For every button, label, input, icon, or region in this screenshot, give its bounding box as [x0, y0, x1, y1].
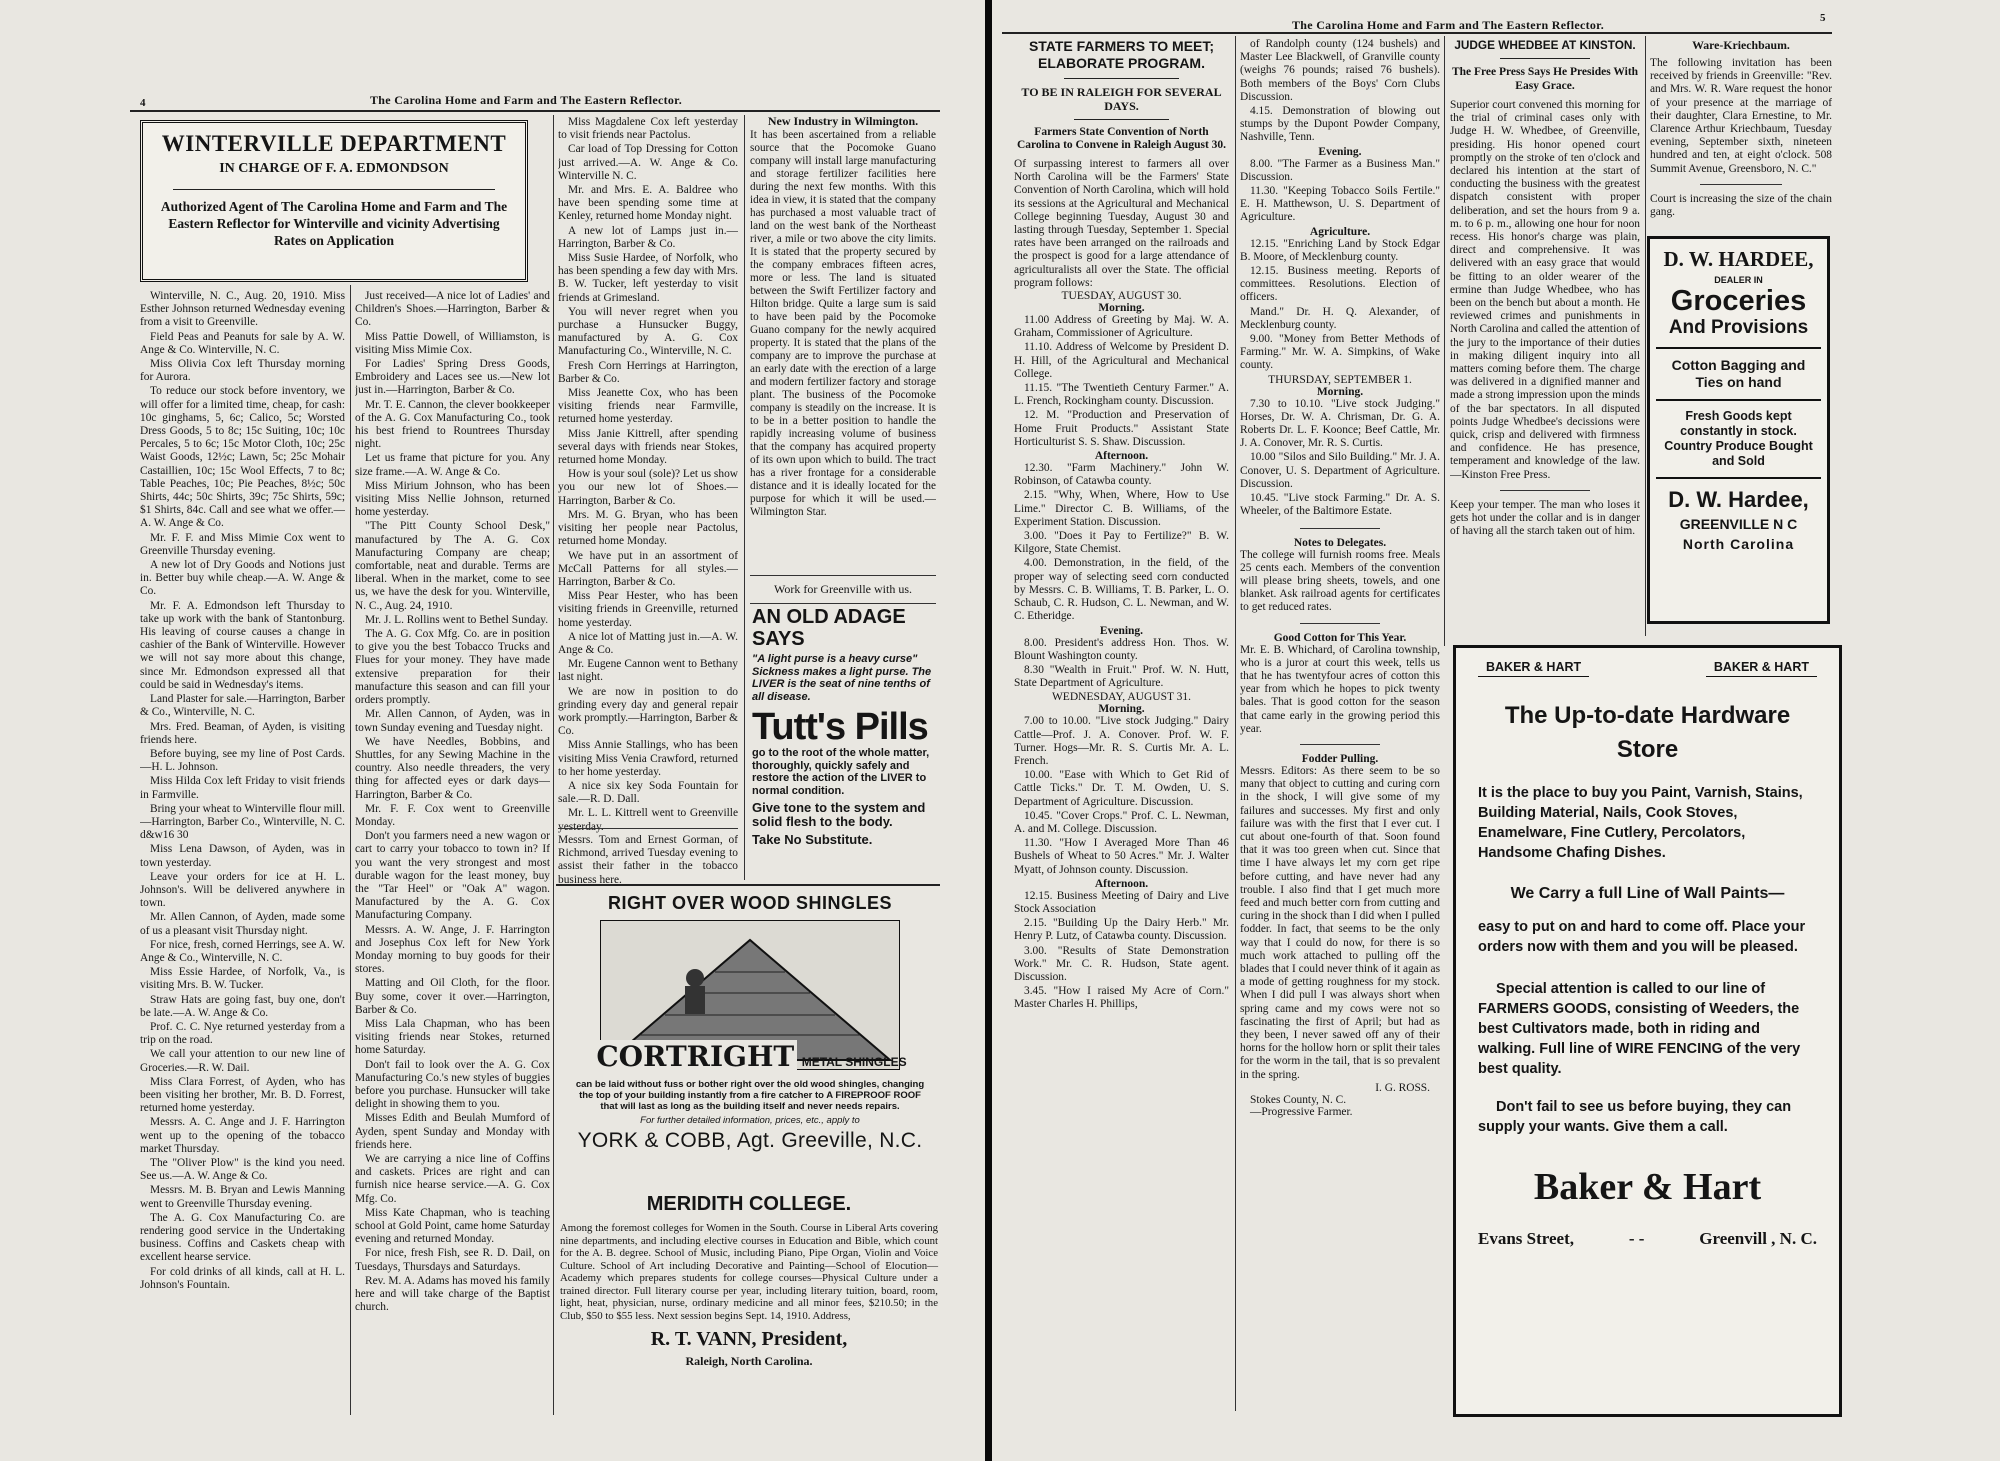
- winterville-col1-paragraph: Mr. F. F. and Miss Mimie Cox went to Greenville Thursday evening.: [140, 531, 345, 557]
- hardee-state: North Carolina: [1682, 536, 1795, 552]
- program-continued-a: [1240, 38, 1440, 146]
- winterville-col1-paragraph: To reduce our stock before inventory, we will offer for a limited time, cheap, for cash: 10c ginghams, 5, 6c; Calico, 5c; Worsted Dress Goods, 5 to 8c; 15c Suiting, 10c; 10c Percales, 5 to 6c; 15c Motor Cloth, 10c; 25c Waist Goods, 12½c; Lawn, 5c; 25c Mohair Castaillien, 10c; 15c Wool Effects, 7 to 8c; Table Peaches, 10c; Pie Peaches, 8½c; 50c Shirts, 44c; 50c Shirts, 39c; 75c Shirts, 59c; $1 Shirts, 84c. Call and see what we offer.—A. W. Ange & Co.: [140, 385, 345, 530]
- tutt-body: go to the root of the whole matter, thoroughly, quickly safely and restore the action of the LIVER to normal condition.: [752, 747, 930, 797]
- winterville-col3-paragraph: We are now in position to do grinding every day and general repair work promptly.—Harrington, Barber & Co.: [558, 685, 738, 738]
- winterville-col3-paragraph: Miss Annie Stallings, who has been visiting Miss Venia Crawford, returned to her home yesterday.: [558, 739, 738, 778]
- hardee-groceries: Groceries: [1670, 285, 1807, 317]
- winterville-col3-paragraph: We have put in an assortment of McCall Patterns for all styles.—Harrington, Barber & Co.: [558, 549, 738, 588]
- program-item-paragraph: 2.15. "Why, When, Where, How to Use Lime." Director C. B. Williams, of the Experiment Station. Discussion.: [1014, 489, 1229, 528]
- left-newspaper-page: [0, 0, 985, 1461]
- winterville-col3-paragraph: Mrs. M. G. Bryan, who has been visiting her people near Pactolus, returned home Monday.: [558, 508, 738, 548]
- meridith-head: MERIDITH COLLEGE.: [646, 1193, 852, 1215]
- baker-tag-right: BAKER & HART: [1706, 658, 1817, 677]
- program-item-paragraph: of Randolph county (124 bushels) and Master Lee Blackwell, of Granville county (weighs 76 pounds; raised 76 bushels). Both members of the Boys' Corn Clubs Discussion.: [1240, 38, 1440, 103]
- hardee-provisions: And Provisions: [1668, 317, 1809, 338]
- program-item-paragraph: 11.30. "Keeping Tobacco Soils Fertile." E. H. Matthewson, U. S. Department of Agriculture.: [1240, 185, 1440, 224]
- winterville-col1-paragraph: Bring your wheat to Winterville flour mill.—Harrington, Barber Co., Winterville, N. C. d&w16 30: [140, 802, 345, 842]
- program-item-paragraph: 7.30 to 10.10. "Live stock Judging." Horses, Dr. W. A. Chrisman, Dr. G. A. Roberts Dr. L. F. Koonce; Beef Cattle, Mr. J. A. Conover, Mr. R. S. Curtis.: [1240, 397, 1440, 450]
- page-number-left: 4: [140, 97, 146, 109]
- winterville-col1-paragraph: For cold drinks of all kinds, call at H. L. Johnson's Fountain.: [140, 1265, 345, 1291]
- program-item-paragraph: 11.15. "The Twentieth Century Farmer." A. L. French, Rockingham county. Discussion.: [1014, 382, 1229, 408]
- program-continued-b: [1240, 158, 1440, 226]
- winterville-col1-paragraph: Before buying, see my line of Post Cards.—H. L. Johnson.: [140, 747, 345, 774]
- winterville-col2-paragraph: We have Needles, Bobbins, and Shuttles, for any Sewing Machine in the country. Also needle threaders, the very thing for affected eyes or dark days—Harrington, Barber & Co.: [355, 735, 550, 801]
- work-for-greenville: Work for Greenville with us.: [774, 582, 912, 596]
- winterville-col2-paragraph: Miss Kate Chapman, who is teaching school at Gold Point, came home Saturday evening and returned Monday.: [355, 1206, 550, 1246]
- winterville-col2-paragraph: Rev. M. A. Adams has moved his family here and will take charge of the Baptist church.: [355, 1274, 550, 1314]
- judge-whedbee-article: [1450, 38, 1640, 539]
- program-item-paragraph: 11.10. Address of Welcome by President D. H. Hill, of the Agricultural and Mechanical College.: [1014, 341, 1229, 380]
- winterville-col1-paragraph: A new lot of Dry Goods and Notions just in. Better buy while cheap.—A. W. Ange & Co.: [140, 559, 345, 598]
- baker-dont: Don't fail to see us before buying, they can supply your wants. Give them a call.: [1478, 1099, 1792, 1135]
- york-cobb-agent: YORK & COBB, Agt. Greeville, N.C.: [577, 1129, 923, 1152]
- baker-hart-hardware-ad: [1453, 645, 1842, 1417]
- cortright-head: RIGHT OVER WOOD SHINGLES: [607, 893, 892, 913]
- fodder-place: Stokes County, N. C.: [1250, 1093, 1347, 1106]
- winterville-col1-paragraph: Land Plaster for sale.—Harrington, Barber & Co., Winterville, N. C.: [140, 693, 345, 719]
- baker-easy: easy to put on and hard to come off. Place your orders now with them and you will be pleased.: [1478, 919, 1806, 955]
- tutt-brand: Tutt's Pills: [752, 706, 928, 748]
- program-item-paragraph: 3.00. "Does it Pay to Fertilize?" B. W. Kilgore, State Chemist.: [1014, 530, 1229, 556]
- winterville-col1-paragraph: For nice, fresh, corned Herrings, see A. W. Ange & Co., Winterville, N. C.: [140, 938, 345, 964]
- winterville-col2-paragraph: Just received—A nice lot of Ladies' and Children's Shoes.—Harrington, Barber & Co.: [355, 290, 550, 329]
- winterville-col1-paragraph: Winterville, N. C., Aug. 20, 1910. Miss Esther Johnson returned Wednesday evening from a visit to Greenville.: [140, 290, 345, 329]
- cotton-text: Mr. E. B. Whichard, of Carolina township, who is a juror at court this week, tells us that he has twentyfour acres of cotton this year from which he hopes to pick twenty bales. That is good cotton for the season that came early in the growing period this year.: [1240, 643, 1440, 735]
- winterville-col3-paragraph: A nice lot of Matting just in.—A. W. Ange & Co.: [558, 630, 738, 656]
- farmers-head: STATE FARMERS TO MEET; ELABORATE PROGRAM.: [1028, 38, 1215, 71]
- program-item-paragraph: 8.30 "Wealth in Fruit." Prof. W. N. Hutt, State Department of Agriculture.: [1014, 663, 1229, 690]
- tuesday-morning-program: [1014, 314, 1229, 450]
- program-item-paragraph: 12.15. "Enriching Land by Stock Edgar B. Moore, of Mecklenburg county.: [1240, 237, 1440, 263]
- program-item-paragraph: 12. M. "Production and Preservation of Home Fruit Products." Assistant State Horticulturist S. S. Shaw. Discussion.: [1014, 409, 1229, 448]
- whedbee-deck: The Free Press Says He Presides With Easy Grace.: [1451, 66, 1639, 92]
- baker-special: Special attention is called to our line of FARMERS GOODS, consisting of Weeders, the best Cultivators made, both in riding and walking. Full line of WIRE FENCING of the very best quality.: [1478, 981, 1801, 1077]
- winterville-col1-paragraph: Prof. C. C. Nye returned yesterday from a trip on the road.: [140, 1020, 345, 1047]
- winterville-col2-paragraph: Mr. J. L. Rollins went to Bethel Sunday.: [365, 613, 549, 626]
- winterville-note: Authorized Agent of The Carolina Home and Farm and The Eastern Reflector for Winterville and vicinity Advertising Rates on Application: [160, 199, 508, 248]
- day-wednesday: WEDNESDAY, AUGUST 31.: [1051, 691, 1192, 704]
- whedbee-text: Superior court convened this morning for the trial of criminal cases only with Judge H. W. Whedbee, of Greenville, presiding. His honor opened court promptly on the stroke of ten o'clock and declared his intention at the start of conducting the business with the greatest dispatch consistent with proper deliberation, and set the hours from 9 a. m. to 6 p. m., allowing one hour for noon recess. His honor's charge was plain, direct and comprehensive. It was delivered with an easy grace that would be fitting to an older wearer of the ermine than Judge Whedbee, who has been on the bench but about a month. He reviewed crimes and punishments in North Carolina and called the attention of the jury to the importance of their duties in making diligent inquiry into all matters coming before them. The charge was delivered in a dignified manner and made a strong impression upon the minds of the bar spectators. In all disputed points Judge Whedbee's decissions were quick, crisp and delivered with firmness and confidence. He has presence, temperament and knowledge of the law.—Kinston Free Press.: [1450, 99, 1640, 481]
- winterville-col3-paragraph: How is your soul (sole)? Let us show you our new lot of Shoes.—Harrington, Barber & Co.: [558, 468, 738, 507]
- program-continued-d: [1240, 398, 1440, 520]
- wilmington-article: [750, 114, 936, 604]
- day-thursday: THURSDAY, SEPTEMBER 1.: [1268, 373, 1412, 386]
- chain-gang-filler: Court is increasing the size of the chain gang.: [1650, 192, 1832, 219]
- winterville-col3-paragraph: Miss Janie Kittrell, after spending several days with friends near Stokes, returned home Monday.: [558, 427, 738, 467]
- gorman-item: Messrs. Tom and Ernest Gorman, of Richmond, arrived Tuesday evening to assist their father in the tobacco business here.: [558, 834, 738, 884]
- evening-label-2: Evening.: [1318, 145, 1362, 158]
- head-rule-left: [130, 110, 940, 112]
- winterville-col1-paragraph: The A. G. Cox Manufacturing Co. are rendering good service in the Undertaking business. Coffins and Caskets cheap with excellent hearse service.: [140, 1211, 345, 1264]
- winterville-col3-paragraph: Miss Magdalene Cox left yesterday to visit friends near Pactolus.: [558, 116, 738, 142]
- winterville-col2-paragraph: Mr. F. F. Cox went to Greenville Monday.: [355, 802, 550, 828]
- winterville-col3-paragraph: Mr. L. L. Kittrell went to Greenville yesterday.: [558, 807, 738, 833]
- running-head-right: The Carolina Home and Farm and The Eastern Reflector.: [1292, 18, 1605, 32]
- winterville-col2-paragraph: Miss Lala Chapman, who has been visiting friends near Stokes, returned home Saturday.: [355, 1017, 550, 1057]
- fodder-head: Fodder Pulling.: [1301, 752, 1379, 765]
- winterville-col1-paragraph: Miss Essie Hardee, of Norfolk, Va., is visiting Mrs. B. W. Tucker.: [140, 966, 345, 992]
- winterville-col1-paragraph: The "Oliver Plow" is the kind you need. See us.—A. W. Ange & Co.: [140, 1157, 345, 1183]
- winterville-col2-paragraph: Mr. Allen Cannon, of Ayden, was in town Sunday evening and Tuesday night.: [355, 708, 550, 734]
- winterville-col2-paragraph: Don't fail to look over the A. G. Cox Manufacturing Co.'s new styles of buggies before you purchase. Hunsucker will take delight in showing them to you.: [355, 1058, 550, 1111]
- hardee-cotton: Cotton Bagging and Ties on hand: [1671, 357, 1806, 390]
- hardee-brand: D. W. HARDEE,: [1663, 247, 1814, 271]
- winterville-column-2: [355, 290, 550, 1410]
- ware-text: The following invitation has been received by friends in Greenville: "Rev. and Mrs. W. R. Ware request the honor of your presence at the marriage of their daughter, Clara Ernestine, to Mr. Clarence Arthur Kriechbaum, Tuesday evening, September sixth, nineteen hundred and ten, at eight o'clock. 508 Summit Avenue, Greensboro, N. C.": [1650, 57, 1832, 175]
- winterville-col1-paragraph: Field Peas and Peanuts for sale by A. W. Ange & Co. Winterville, N. C.: [140, 330, 345, 356]
- delegates-text: The college will furnish rooms free. Meals 25 cents each. Members of the convention will please bring sheets, towels, and one blanket. Ask railroad agents for certificates to get reduced rates.: [1240, 548, 1440, 614]
- wednesday-afternoon: Afternoon.: [1094, 877, 1149, 890]
- winterville-col3-paragraph: Car load of Top Dressing for Cotton just arrived.—A. W. Ange & Co. Winterville N. C.: [558, 143, 738, 182]
- winterville-column-1: [140, 290, 345, 1410]
- winterville-col1-paragraph: Leave your orders for ice at H. L. Johnson's. Will be delivered anywhere in town.: [140, 870, 345, 910]
- cortright-brand: CORTRIGHT: [593, 1040, 797, 1073]
- program-continued-column: [1240, 38, 1440, 1418]
- page-number-right: 5: [1820, 12, 1826, 24]
- agriculture-label: Agriculture.: [1309, 225, 1371, 238]
- hardee-groceries-ad: [1647, 236, 1830, 624]
- cortright-shingles-ad: [566, 893, 934, 1195]
- cotton-head: Good Cotton for This Year.: [1273, 631, 1407, 644]
- program-item-paragraph: 8.00. "The Farmer as a Business Man." Discussion.: [1240, 157, 1440, 183]
- fodder-signature: I. G. ROSS.: [1375, 1081, 1430, 1094]
- winterville-department-box: [140, 120, 528, 282]
- program-item-paragraph: 4.00. Demonstration, in the field, of the proper way of selecting seed corn conducted by Messrs. C. B. Williams, T. B. Parker, L. O. Schaub, C. R. Hudson, C. L. Newman, and W. C. Etheridge.: [1014, 557, 1229, 623]
- winterville-col2-paragraph: Miss Mirium Johnson, who has been visiting Miss Nellie Johnson, returned home yesterday.: [355, 479, 550, 519]
- wilmington-text: It has been ascertained from a reliable source that the Pocomoke Guano company will install large manufacturing and storage fertilizer facilities here during the next few months. With this idea in view, it is stated that the company has purchased a most valuable tract of land on the west bank of the Northeast river, a mile or two above the city limits. It is stated that the property secured by the company embraces fifteen acres, more or less. The land is situated between the Swift Fertilizer factory and Hilton bridge. Quite a large sum is said to have been paid by the Pocomoke Guano company for the newly acquired property. It is stated that the plans of the company are to improve the purchase at an early date with the erection of a large and modern fertilizer factory and storage plant. The business of the Pocomoke company is steadily on the increase. It is to be in a better position to handle the rapidly increasing volume of business that the company has acquired property of its own upon which to build. The tract has a river frontage for a considerable distance and it is ideally located for the purpose for which it will be used.—Wilmington Star.: [750, 129, 936, 518]
- program-item-paragraph: Mand." Dr. H. Q. Alexander, of Mecklenburg county.: [1240, 305, 1440, 331]
- winterville-col1-paragraph: Mr. Allen Cannon, of Ayden, made some of us a pleasant visit Thursday night.: [140, 911, 345, 937]
- hardee-city: GREENVILLE N C: [1679, 516, 1798, 532]
- baker-street: Evans Street,: [1478, 1229, 1575, 1248]
- winterville-col3-paragraph: A nice six key Soda Fountain for sale.—R. D. Dall.: [558, 779, 738, 806]
- winterville-col1-paragraph: We call your attention to our new line of Groceries.—R. W. Dail.: [140, 1048, 345, 1074]
- wednesday-morning: Morning.: [1098, 703, 1145, 716]
- baker-tag-left: BAKER & HART: [1478, 658, 1589, 677]
- program-item-paragraph: 4.15. Demonstration of blowing out stumps by the Dupont Powder Company, Nashville, Tenn.: [1240, 105, 1440, 144]
- baker-dash: - -: [1628, 1229, 1645, 1248]
- baker-city: Greenvill , N. C.: [1699, 1229, 1817, 1248]
- baker-wall-paints: We Carry a full Line of Wall Paints—: [1510, 885, 1785, 902]
- winterville-col2-paragraph: Don't you farmers need a new wagon or cart to carry your tobacco to town in? If you want the very strongest and most durable wagon for the least money, buy the "Tar Heel" or "Oak A" wagon. Manufactured by the A. G. Cox Manufacturing Company.: [355, 830, 550, 922]
- meridith-place: Raleigh, North Carolina.: [685, 1354, 813, 1368]
- ware-kriechbaum-article: [1650, 38, 1832, 219]
- program-item-paragraph: 12.30. "Farm Machinery." John W. Robinson, of Catawba county.: [1014, 462, 1229, 488]
- running-head-left: The Carolina Home and Farm and The Eastern Reflector.: [370, 93, 683, 107]
- program-item-paragraph: 3.00. "Results of State Demonstration Work." Mr. C. R. Hudson, State agent. Discussion.: [1014, 944, 1229, 983]
- meridith-president: R. T. VANN, President,: [650, 1328, 848, 1350]
- winterville-col1-paragraph: Mrs. Fred. Beaman, of Ayden, is visiting friends here.: [140, 720, 345, 746]
- program-item-paragraph: 11.30. "How I Averaged More Than 46 Bushels of Wheat to 50 Acres." Mr. J. Walter Myatt, of Johnson county. Discussion.: [1014, 837, 1229, 876]
- winterville-col3-paragraph: Fresh Corn Herrings at Harrington, Barber & Co.: [558, 359, 738, 385]
- thursday-morning: Morning.: [1316, 385, 1364, 398]
- winterville-col2-paragraph: For Ladies' Spring Dress Goods, Embroidery and Laces see us.—New lot just in.—Harrington, Barber & Co.: [355, 358, 550, 397]
- cortright-body: can be laid without fuss or bother right over the old wood shingles, changing the top of your building instantly from a fire catcher to A FIREPROOF ROOF that will last as long as the building itself and never needs repairs.: [575, 1079, 925, 1112]
- winterville-col1-paragraph: Straw Hats are going fast, buy one, don't be late.—A. W. Ange & Co.: [140, 993, 345, 1019]
- winterville-col2-paragraph: Messrs. A. W. Ange, J. F. Harrington and Josephus Cox left for New York Monday morning to buy goods for their stores.: [355, 923, 550, 976]
- hardee-dealer: DEALER IN: [1714, 275, 1763, 285]
- program-item-paragraph: 10.45. "Cover Crops." Prof. C. L. Newman, A. and M. College. Discussion.: [1014, 809, 1229, 835]
- winterville-col1-paragraph: Miss Olivia Cox left Thursday morning for Aurora.: [140, 358, 345, 384]
- meridith-body: Among the foremost colleges for Women in the South. Course in Liberal Arts covering nine departments, and including elective courses in Education and Bible, which count for the A. B. degree. School of Music, including Piano, Pipe Organ, Violin and Voice Culture. School of Art including Decorative and Painting—School of Elocution—Academy which prepares students for college courses—Physical Culture under a trained director. Full literary course per year, including literary tuition, board, room, light, heat, physician, nurse, ordinary medicine and all minor fees, $210.50; in the Club, $50 to $55 less. Next session begins Sept. 14, 1910. Address,: [560, 1222, 938, 1322]
- program-item-paragraph: 10.00. "Ease with Which to Get Rid of Cattle Ticks." Dr. T. M. Owden, U. S. Department of Agriculture. Discussion.: [1014, 769, 1229, 808]
- program-item-paragraph: 3.45. "How I raised My Acre of Corn." Master Charles H. Phillips,: [1014, 985, 1229, 1011]
- tutt-tag1: Give tone to the system and solid flesh to the body.: [752, 800, 926, 829]
- baker-intro: It is the place to buy you Paint, Varnish, Stains, Building Material, Nails, Cook Stoves, Enamelware, Fine Cutlery, Percolators, Handsome Chafing Dishes.: [1478, 785, 1803, 861]
- winterville-col2-paragraph: Miss Pattie Dowell, of Williamston, is visiting Miss Mimie Cox.: [355, 330, 550, 356]
- winterville-col2-paragraph: We are carrying a nice line of Coffins and caskets. Prices are right and can furnish nice hearse service.—A. G. Cox Mfg. Co.: [355, 1153, 550, 1205]
- tuesday-evening-program: [1014, 637, 1229, 692]
- winterville-col2-paragraph: Mr. T. E. Cannon, the clever bookkeeper of the A. G. Cox Manufacturing Co., took his best friend to Rountrees Thursday night.: [355, 398, 550, 451]
- winterville-col3-paragraph: Mr. and Mrs. E. A. Baldree who have been spending some time at Kenley, returned home Monday night.: [558, 184, 738, 223]
- program-continued-c: [1240, 238, 1440, 374]
- cortright-more: For further detailed information, prices, etc., apply to: [640, 1115, 860, 1126]
- winterville-col1-paragraph: Miss Hilda Cox left Friday to visit friends in Farmville.: [140, 775, 345, 801]
- day-tuesday: TUESDAY, AUGUST 30.: [1061, 290, 1182, 303]
- program-item-paragraph: 10.45. "Live stock Farming." Dr. A. S. Wheeler, of the Baltimore Estate.: [1240, 492, 1440, 518]
- right-newspaper-page: [992, 0, 2000, 1461]
- program-item-paragraph: 2.15. "Building Up the Dairy Herb." Mr. Henry P. Lutz, of Catawba county. Discussion.: [1014, 917, 1229, 943]
- winterville-col2-paragraph: Misses Edith and Beulah Mumford of Ayden, spent Sunday and Monday with friends here.: [355, 1112, 550, 1151]
- whedbee-head: JUDGE WHEDBEE AT KINSTON.: [1454, 38, 1636, 52]
- tutts-pills-ad: [752, 606, 938, 878]
- tutt-head: AN OLD ADAGE SAYS: [752, 606, 906, 650]
- winterville-col3-paragraph: Miss Jeanette Cox, who has been visiting friends near Farmville, returned home yesterday.: [558, 387, 738, 426]
- winterville-col3-paragraph: Miss Pear Hester, who has been visiting friends in Greenville, returned home yesterday.: [558, 590, 738, 629]
- hardee-brand-2: D. W. Hardee,: [1668, 487, 1809, 512]
- program-item-paragraph: 10.00 "Silos and Silo Building." Mr. J. A. Conover, U. S. Department of Agriculture. Discussion.: [1240, 451, 1440, 490]
- fodder-source: —Progressive Farmer.: [1250, 1105, 1353, 1118]
- hardee-fresh: Fresh Goods kept constantly in stock. Country Produce Bought and Sold: [1664, 409, 1813, 468]
- tuesday-afternoon: Afternoon.: [1094, 450, 1149, 463]
- tuesday-evening: Evening.: [1099, 624, 1144, 637]
- cortright-brand-sub: METAL SHINGLES: [801, 1055, 907, 1069]
- winterville-col3-paragraph: You will never regret when you purchase a Hunsucker Buggy, manufactured by A. G. Cox Manufacturing Co., Winterville, N. C.: [558, 305, 738, 358]
- keep-temper-filler: Keep your temper. The man who loses it gets hot under the collar and is in danger of having all the starch taken out of him.: [1450, 498, 1640, 538]
- program-item-paragraph: 9.00. "Money from Better Methods of Farming." Mr. W. A. Simpkins, of Wake county.: [1240, 333, 1440, 372]
- farmers-intro: Of surpassing interest to farmers all over North Carolina will be the Farmers' State Convention of North Carolina, which will hold its sessions at the Agricultural and Mechanical College beginning Tuesday, August 30 and lasting through Tuesday, September 1. Special rates have been arranged on the railroads and the prospect is good for a large attendance of agriculturalists all over the State. The official program follows:: [1014, 158, 1229, 289]
- winterville-col3-paragraph: Mr. Eugene Cannon went to Bethany last night.: [558, 658, 738, 684]
- program-item-paragraph: 7.00 to 10.00. "Live stock Judging." Dairy Cattle—Prof. J. A. Conover. Prof. W. F. Turner. Hogs—Mr. R. S. Curtis Mr. A. L. French.: [1014, 715, 1229, 767]
- winterville-col2-paragraph: For nice, fresh Fish, see R. D. Dail, on Tuesdays, Thursdays and Saturdays.: [355, 1247, 550, 1273]
- winterville-col1-paragraph: Messrs. A. C. Ange and J. F. Harrington went up to the opening of the tobacco market Thursday.: [140, 1116, 345, 1155]
- winterville-col1-paragraph: Miss Clara Forrest, of Ayden, who has been visiting her brother, Mr. B. D. Forrest, returned home yesterday.: [140, 1075, 345, 1115]
- program-item-paragraph: 8.00. President's address Hon. Thos. W. Blount Washington county.: [1014, 636, 1229, 662]
- meridith-college-ad: [560, 1193, 938, 1408]
- winterville-column-3: [558, 116, 738, 858]
- wednesday-morning-program: [1014, 715, 1229, 877]
- fodder-text: Messrs. Editors: As there seem to be so many that object to cutting and curing corn in the shock, I will give some of my failures and successes. My first and only failure was with the first that I ever cut. I cut about one-fourth of that. Soon found that it was too green when cut. Since that time I have always let my corn get ripe before cutting, and have never had any trouble. I also find that I get much more feed and much better corn from cutting and curing in the shock than I did when I pulled fodder. In fact, that seems to be the only way that I could do now, for there is so much work attached to pulling off the blades that I could never think of it again as a mode of getting roughness for my stock. When I did pull I was always short when spring came and my cows were not so fascinating the first of April; but had as they been, I never sawed off any of their horns for the hollow horn or split their tales for the worm in the tail, that is so prevalent in the spring.: [1240, 764, 1440, 1081]
- winterville-col1-paragraph: Mr. F. A. Edmondson left Thursday to take up work with the bank of Stantonburg. His leaving of course causes a change in cashier of the Bank of Winterville. However we will not say more about this change, since Mr. Edmondson expressed all that could be said in Wednesday's items.: [140, 599, 345, 691]
- farmers-head2: TO BE IN RALEIGH FOR SEVERAL DAYS.: [1021, 85, 1222, 113]
- winterville-col3-paragraph: Miss Susie Hardee, of Norfolk, who has been spending a few day with Mrs. B. W. Tucker, left yesterday to visit friends at Grimesland.: [558, 252, 738, 304]
- tutt-quote: "A light purse is a heavy curse" Sickness makes a light purse. The LIVER is the seat of nine tenths of all disease.: [752, 653, 932, 703]
- ware-head: Ware-Kriechbaum.: [1692, 38, 1790, 52]
- winterville-col2-paragraph: Matting and Oil Cloth, for the floor. Buy some, cover it over.—Harrington, Barber & Co.: [355, 977, 550, 1016]
- program-item-paragraph: 12.15. Business meeting. Reports of committees. Resolutions. Election of officers.: [1240, 265, 1440, 304]
- delegates-head: Notes to Delegates.: [1293, 536, 1387, 549]
- program-item-paragraph: 12.15. Business Meeting of Dairy and Live Stock Association: [1014, 889, 1229, 915]
- baker-head: The Up-to-date Hardware Store: [1504, 702, 1791, 763]
- farmers-convention-article: [1014, 38, 1229, 1013]
- baker-name: Baker & Hart: [1533, 1166, 1762, 1208]
- winterville-col3-paragraph: A new lot of Lamps just in.—Harrington, Barber & Co.: [558, 224, 738, 250]
- winterville-col2-paragraph: Let us frame that picture for you. Any size frame.—A. W. Ange & Co.: [355, 452, 550, 478]
- wilmington-head: New Industry in Wilmington.: [767, 114, 919, 128]
- tuesday-afternoon-program: [1014, 462, 1229, 624]
- tutt-tag2: Take No Substitute.: [752, 832, 873, 847]
- winterville-title: WINTERVILLE DEPARTMENT: [161, 131, 507, 156]
- tuesday-morning: Morning.: [1098, 302, 1145, 315]
- winterville-col2-paragraph: "The Pitt County School Desk," manufactured by The A. G. Cox Manufacturing Company are cheap; comfortable, neat and durable. Terms are liberal. When in the market, come to see us, we have the desk for you. Winterville, N. C., Aug. 24, 1910.: [355, 520, 550, 612]
- wednesday-afternoon-program: [1014, 890, 1229, 1013]
- winterville-col1-paragraph: Messrs. M. B. Bryan and Lewis Manning went to Greenville Thursday evening.: [140, 1184, 345, 1210]
- winterville-col2-paragraph: The A. G. Cox Mfg. Co. are in position to give you the best Tobacco Trucks and Flues for your money. They have made extensive preparation for their manufacture this season and can fill your orders promptly.: [355, 628, 550, 707]
- program-item-paragraph: 11.00 Address of Greeting by Maj. W. A. Graham, Commissioner of Agriculture.: [1014, 314, 1229, 340]
- farmers-deck: Farmers State Convention of North Carolina to Convene in Raleigh August 30.: [1016, 126, 1227, 151]
- winterville-subtitle: IN CHARGE OF F. A. EDMONDSON: [219, 161, 449, 176]
- winterville-col1-paragraph: Miss Lena Dawson, of Ayden, was in town yesterday.: [140, 843, 345, 869]
